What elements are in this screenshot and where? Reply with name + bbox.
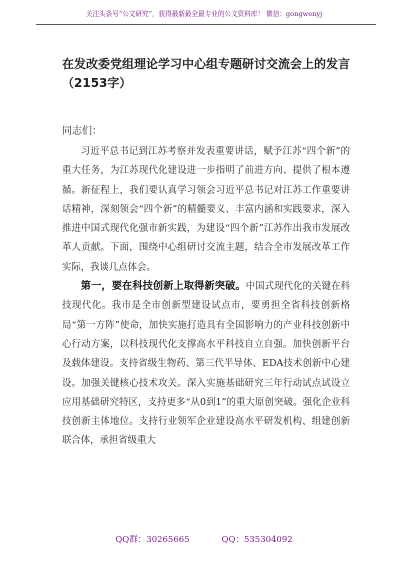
- salutation: 同志们：: [62, 126, 102, 137]
- header-divider: [36, 24, 376, 25]
- footer-qq: QQ：535304092: [221, 535, 293, 545]
- footer-qq-group: QQ群：30265665: [115, 535, 190, 545]
- paragraph-science-innovation: [62, 277, 350, 451]
- paragraph-body: 中国式现代化的关键在科技现代化。我市是全市创新型建设试点市，要勇担全省科技创新格局“第一方阵”使命，加快实施打造具有全国影响力的产业科技创新中心行动方案，以科技现代化支撑高水平科技自立自强。加快创新平台及载体建设。支持省级生物药、第三代半导体、EDA技术创新中心建设。加强关键核心技术攻关。深入实施基础研究三年行动试点试设立应用基础研究特区，支持更多“从0到1”的重大原创突破。强化企业科技创新主体地位。支持行业领军企业建设高水平研发机构、组建创新联合体，承担省级重大: [62, 281, 350, 447]
- title-line-1: 在发改委党组理论学习中心组专题研讨交流会上的发言: [62, 57, 351, 71]
- header-banner: 关注头条号“公文研究”，获得最新最全最专业的公文资料库！ 微信：gongwenyj: [85, 10, 323, 18]
- title-word-count: （2153字）: [62, 76, 132, 90]
- paragraph-intro: 习近平总书记到江苏考察并发表重要讲话，赋予江苏“四个新”的重大任务，为江苏现代化建设进一步指明了前进方向、提供了根本遵循。新征程上，我们要认真学习领会习近平总书记对江苏工作重要讲话精神，深刻领会“四个新”的精髓要义、丰富内涵和实践要求，深入推进中国式现代化强市新实践，为建设“四个新”江苏作出我市发展改革人贡献。下面，围绕中心组研讨交流主题，结合全市发展改革工作实际，我谈几点体会。: [62, 146, 350, 273]
- document-title: [62, 55, 362, 93]
- footer-contact: [0, 533, 408, 545]
- paragraph-heading: 第一，要在科技创新上取得新突破。: [80, 281, 246, 293]
- document-body: [62, 142, 350, 451]
